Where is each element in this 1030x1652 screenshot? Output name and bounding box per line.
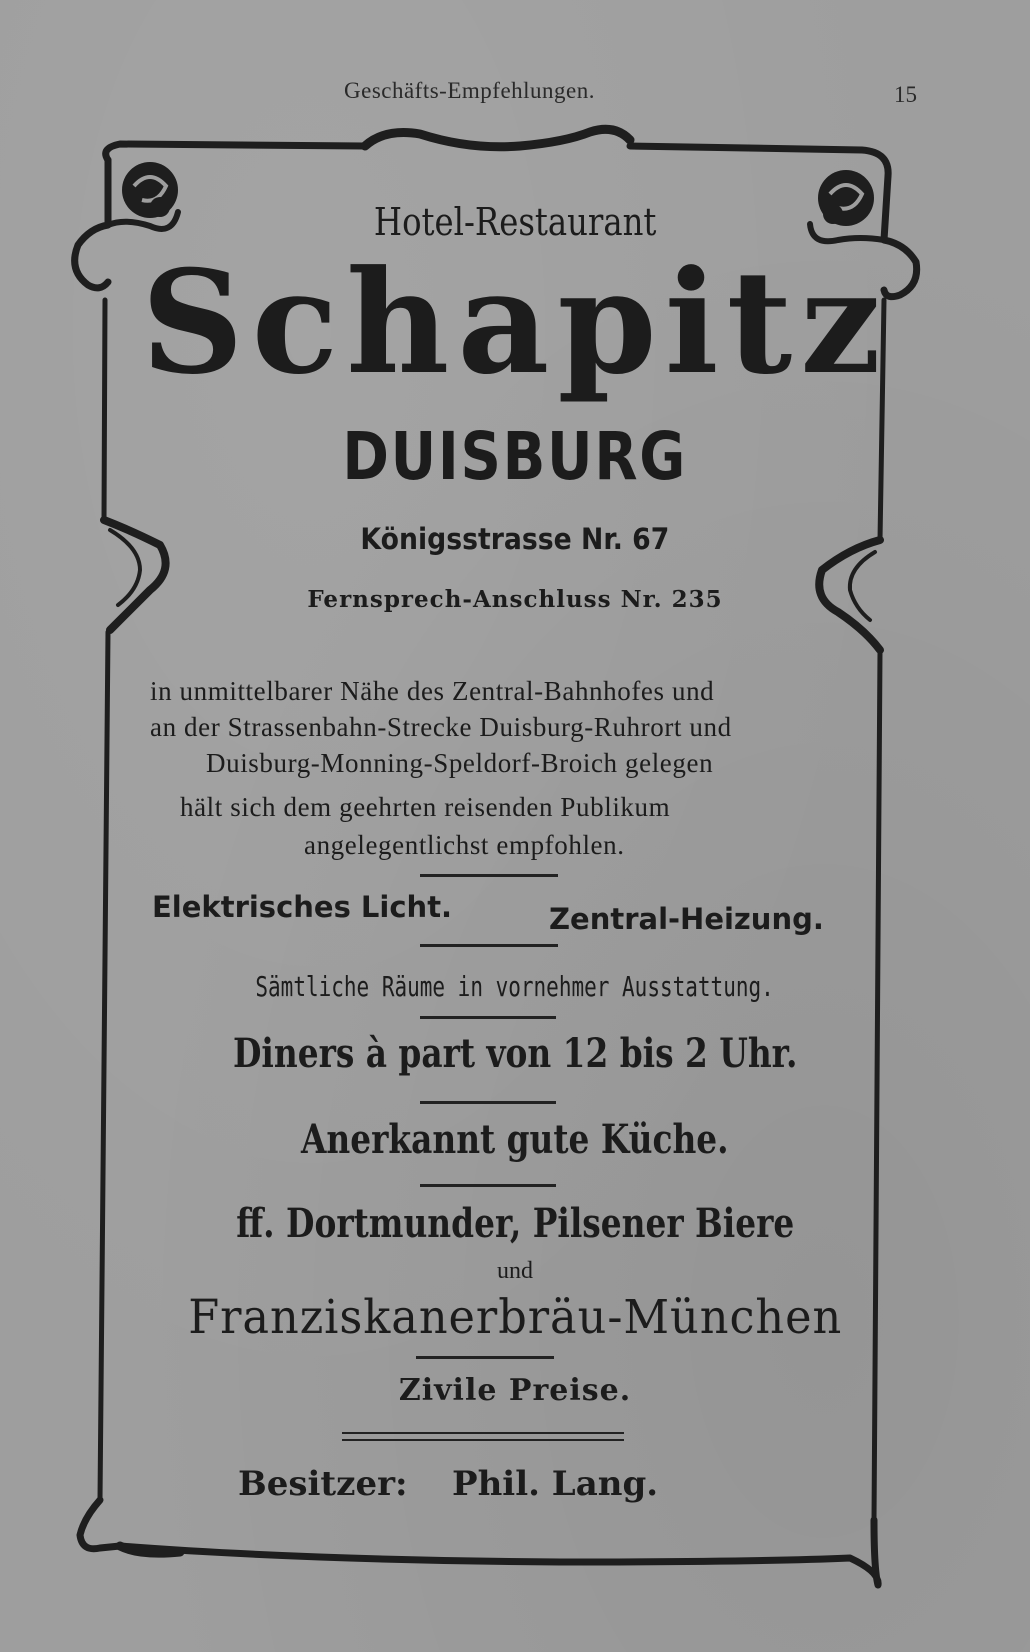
feature-central-heating: Zentral-Heizung.	[549, 902, 824, 936]
divider-rule	[420, 1184, 556, 1187]
feature-electric-light: Elektrisches Licht.	[152, 890, 453, 924]
hotel-type-label: Hotel-Restaurant	[373, 200, 657, 244]
running-header-title: Geschäfts-Empfehlungen.	[344, 78, 596, 103]
location-line-3: Duisburg-Monning-Speldorf-Broich gelegen	[206, 748, 714, 778]
street-address: Königsstrasse Nr. 67	[360, 522, 670, 556]
page-number: 15	[894, 82, 917, 107]
divider-rule	[420, 1016, 556, 1019]
diners-hours: Diners à part von 12 bis 2 Uhr.	[232, 1030, 798, 1077]
location-line-1: in unmittelbarer Nähe des Zentral-Bahnhofes und	[150, 676, 715, 706]
divider-rule	[416, 1356, 554, 1359]
recommend-line-1: hält sich dem geehrten reisenden Publikum	[180, 792, 671, 822]
beer-offer: ff. Dortmunder, Pilsener Biere	[236, 1200, 794, 1247]
conjunction-und: und	[497, 1258, 533, 1284]
double-rule-top	[342, 1432, 624, 1434]
kitchen-statement: Anerkannt gute Küche.	[301, 1116, 729, 1163]
location-line-2: an der Strassenbahn-Strecke Duisburg-Ruhrort und	[150, 712, 732, 742]
hotel-name: Schapitz	[141, 240, 889, 406]
owner-label: Besitzer:	[238, 1464, 408, 1504]
divider-rule	[420, 944, 558, 947]
rooms-statement: Sämtliche Räume in vornehmer Ausstattung.	[255, 970, 775, 1003]
owner-name: Phil. Lang.	[452, 1464, 659, 1504]
divider-rule	[420, 1101, 556, 1104]
double-rule-bottom	[342, 1439, 624, 1441]
recommend-line-2: angelegentlichst empfohlen.	[304, 830, 625, 860]
brewery-name: Franziskanerbräu-München	[188, 1290, 842, 1345]
phone-number: Fernsprech-Anschluss Nr. 235	[307, 586, 723, 613]
divider-rule	[420, 874, 558, 877]
city-name: DUISBURG	[342, 418, 688, 495]
prices-statement: Zivile Preise.	[398, 1373, 632, 1408]
